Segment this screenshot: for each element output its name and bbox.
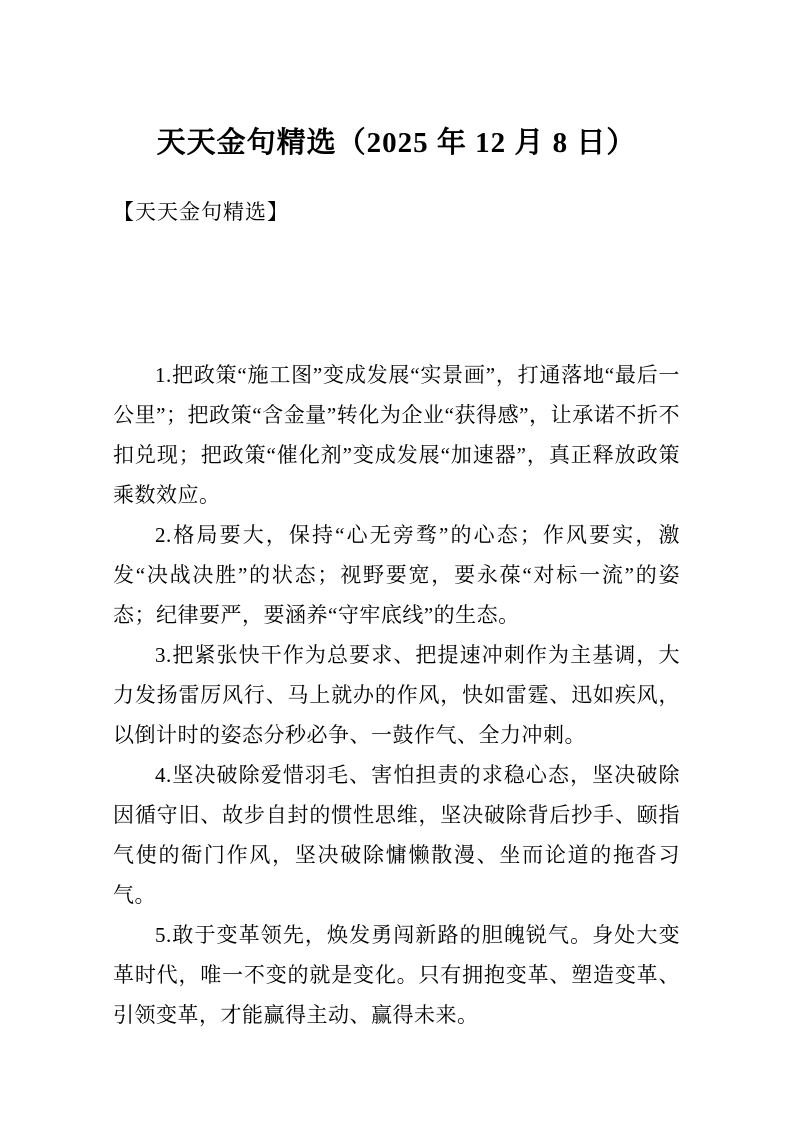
- paragraph-5: 5.敢于变革领先，焕发勇闯新路的胆魄锐气。身处大变革时代，唯一不变的就是变化。只有拥抱变革、塑造变革、引领变革，才能赢得主动、赢得未来。: [113, 923, 680, 1027]
- section-label: 【天天金句精选】: [113, 200, 289, 224]
- paragraph-4: 4.坚决破除爱惜羽毛、害怕担责的求稳心态，坚决破除因循守旧、故步自封的惯性思维，坚决破除背后抄手、颐指气使的衙门作风，坚决破除慵懒散漫、坐而论道的拖沓习气。: [113, 763, 680, 907]
- paragraph-3: 3.把紧张快干作为总要求、把提速冲刺作为主基调，大力发扬雷厉风行、马上就办的作风，快如雷霆、迅如疾风，以倒计时的姿态分秒必争、一鼓作气、全力冲刺。: [113, 643, 680, 747]
- document-title: 天天金句精选（2025 年 12 月 8 日）: [156, 127, 637, 159]
- document-body: [113, 355, 680, 1035]
- paragraph-2: 2.格局要大，保持“心无旁骛”的心态；作风要实，激发“决战决胜”的状态；视野要宽，要永葆“对标一流”的姿态；纪律要严，要涵养“守牢底线”的生态。: [113, 523, 680, 627]
- paragraph-1: 1.把政策“施工图”变成发展“实景画”，打通落地“最后一公里”；把政策“含金量”转化为企业“获得感”，让承诺不折不扣兑现；把政策“催化剂”变成发展“加速器”，真正释放政策乘数效应。: [113, 363, 680, 507]
